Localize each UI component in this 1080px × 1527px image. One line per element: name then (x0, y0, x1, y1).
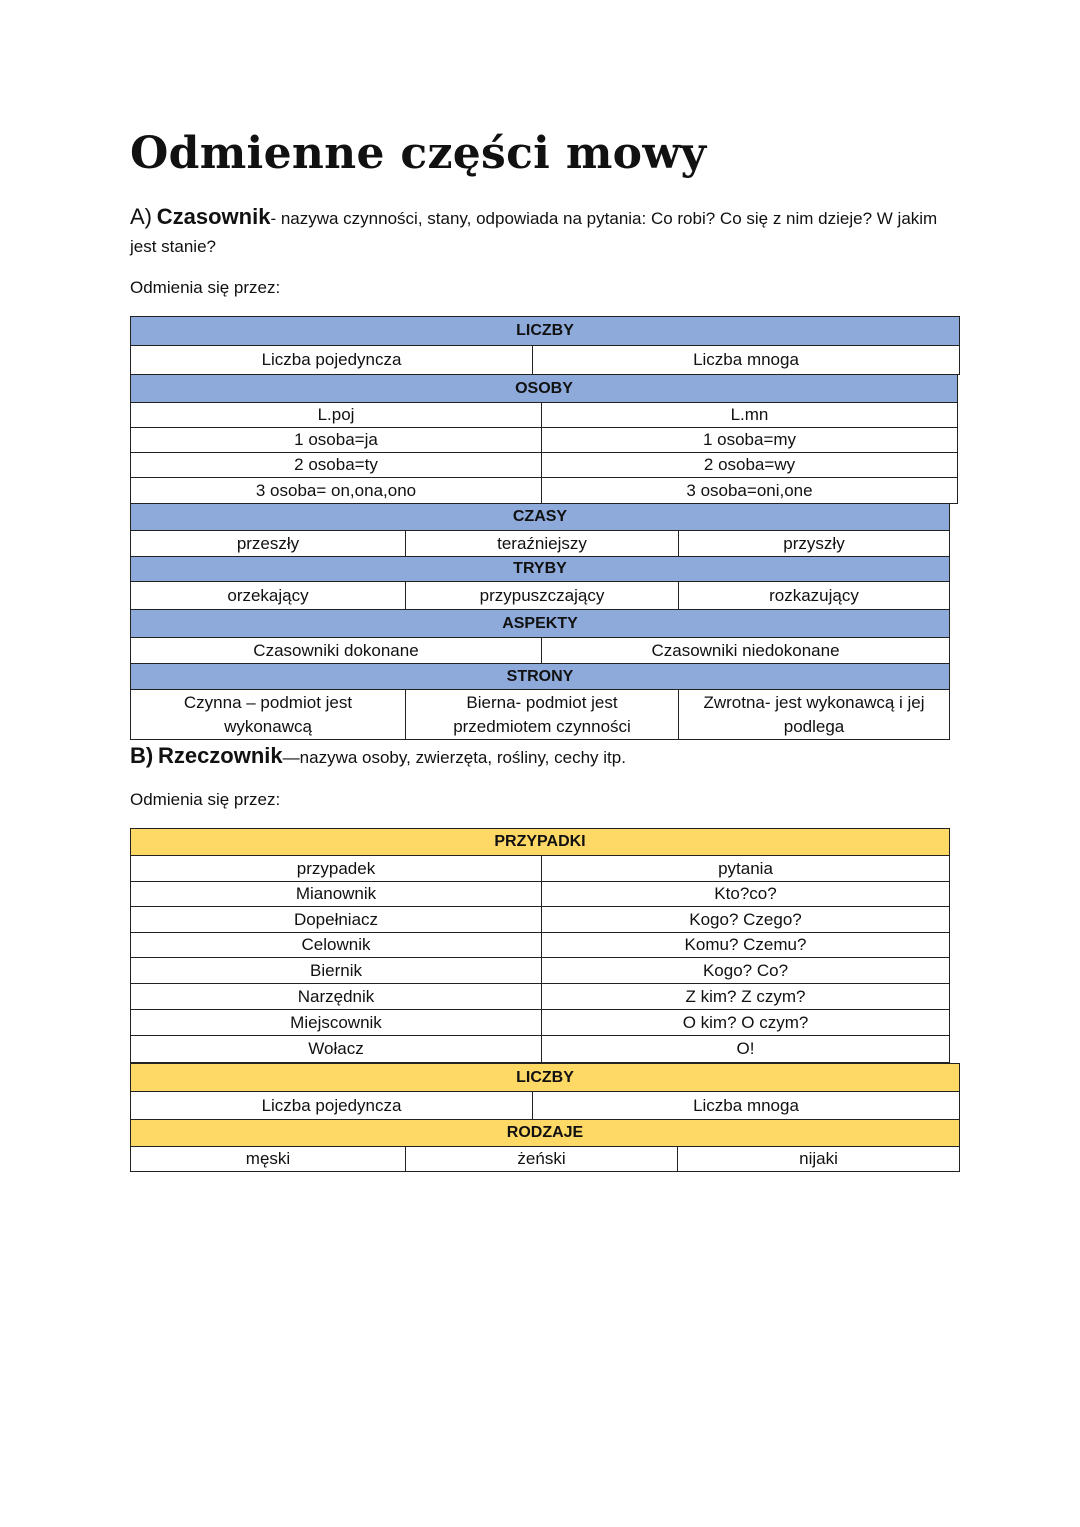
case-cell: pytania (541, 856, 949, 881)
case-cell: Miejscownik (290, 1012, 382, 1032)
czasy-cell: teraźniejszy (405, 531, 678, 556)
case-cell: O kim? O czym? (541, 1010, 949, 1035)
table-row (130, 582, 950, 610)
noun-przypadki-header-row (130, 828, 950, 856)
table-row (130, 453, 958, 478)
case-cell: Mianownik (295, 884, 377, 903)
table-row (130, 1147, 960, 1172)
tryby-cell: przypuszczający (405, 582, 678, 609)
gender-cell: męski (245, 1149, 291, 1168)
case-cell: Kogo? Czego? (541, 907, 949, 932)
case-cell: Narzędnik (297, 986, 375, 1006)
table-row (130, 531, 950, 557)
noun-singular: Liczba pojedyncza (261, 1095, 402, 1115)
verb-osoby-header: OSOBY (515, 379, 573, 397)
verb-czasy-header-row (130, 504, 950, 531)
verb-plural: Liczba mnoga (532, 346, 959, 374)
osoby-cell: L.poj (317, 405, 355, 424)
table-row (130, 690, 950, 740)
table-row (130, 1010, 950, 1036)
verb-inflects-label: Odmienia się przez: (130, 278, 281, 297)
noun-liczby-row (130, 1092, 960, 1120)
case-cell: Celownik (301, 935, 371, 954)
verb-strony-header-row (130, 664, 950, 690)
strony-line: przedmiotem czynności (453, 716, 631, 736)
verb-definition (130, 203, 960, 261)
osoby-cell: 3 osoba= on,ona,ono (255, 480, 417, 500)
table-row (130, 958, 950, 984)
noun-definition (130, 742, 960, 772)
verb-liczby-header: LICZBY (516, 322, 574, 339)
case-cell: Z kim? Z czym? (541, 984, 949, 1009)
osoby-cell: 3 osoba=oni,one (541, 478, 957, 503)
verb-liczby-row (130, 346, 960, 375)
czasy-cell: przyszły (678, 531, 949, 556)
verb-strony-header: STRONY (506, 667, 574, 685)
case-cell: Kto?co? (541, 882, 949, 906)
verb-aspekty-header: ASPEKTY (502, 614, 578, 632)
section-b-definition: —nazywa osoby, zwierzęta, rośliny, cechy itp. (282, 748, 626, 767)
page-title: Odmienne części mowy (130, 128, 707, 179)
case-cell: Kogo? Co? (541, 958, 949, 983)
noun-inflects-label: Odmienia się przez: (130, 790, 281, 809)
case-cell: Wołacz (308, 1039, 364, 1058)
table-row (130, 428, 958, 453)
osoby-cell: 1 osoba=ja (294, 430, 378, 449)
aspekty-cell: Czasowniki dokonane (253, 640, 419, 660)
noun-liczby-header: LICZBY (516, 1068, 574, 1086)
strony-line: podlega (783, 716, 845, 736)
gender-cell: żeński (405, 1147, 677, 1171)
verb-czasy-header: CZASY (512, 508, 568, 525)
table-row (130, 1036, 950, 1063)
section-b-term: Rzeczownik (157, 743, 283, 768)
section-a-definition: - nazywa czynności, stany, odpowiada na pytania: Co robi? Co się z nim dzieje? W jakim jest stanie? (130, 209, 938, 256)
case-cell: przypadek (296, 858, 376, 878)
table-row (130, 403, 958, 428)
czasy-cell: przeszły (236, 533, 300, 553)
strony-cell (678, 690, 949, 739)
section-b-letter: B) (130, 743, 154, 768)
gender-cell: nijaki (677, 1147, 959, 1171)
table-row (130, 933, 950, 958)
noun-liczby-header-row (130, 1063, 960, 1092)
case-cell: Dopełniacz (293, 909, 379, 929)
tryby-cell: rozkazujący (678, 582, 949, 609)
osoby-cell: 2 osoba=ty (294, 455, 378, 474)
table-row (130, 478, 958, 504)
noun-przypadki-header: PRZYPADKI (494, 833, 586, 850)
verb-tryby-header: TRYBY (513, 560, 567, 577)
strony-line: Zwrotna- jest wykonawcą i jej (703, 692, 925, 712)
verb-osoby-header-row (130, 375, 958, 403)
table-row (130, 907, 950, 933)
aspekty-cell: Czasowniki niedokonane (541, 638, 949, 663)
verb-singular: Liczba pojedyncza (261, 350, 402, 369)
osoby-cell: 1 osoba=my (541, 428, 957, 452)
noun-rodzaje-header-row (130, 1120, 960, 1147)
strony-line: Bierna- podmiot jest (466, 692, 618, 712)
table-row (130, 638, 950, 664)
verb-liczby-header-row (130, 316, 960, 346)
strony-line: wykonawcą (224, 716, 312, 736)
section-a-term: Czasownik (156, 204, 271, 229)
osoby-cell: 2 osoba=wy (541, 453, 957, 477)
strony-line: Czynna – podmiot jest (183, 692, 353, 712)
noun-rodzaje-header: RODZAJE (506, 1124, 584, 1141)
strony-cell (405, 690, 678, 739)
case-cell: Komu? Czemu? (541, 933, 949, 957)
verb-aspekty-header-row (130, 610, 950, 638)
case-cell: O! (541, 1036, 949, 1062)
table-row (130, 856, 950, 882)
verb-tryby-header-row (130, 557, 950, 582)
strony-cell (131, 690, 405, 739)
osoby-cell: L.mn (541, 403, 957, 427)
noun-plural: Liczba mnoga (532, 1092, 959, 1119)
tryby-cell: orzekający (227, 585, 309, 605)
table-row (130, 984, 950, 1010)
section-a-letter: A) (130, 204, 152, 229)
case-cell: Biernik (310, 960, 362, 980)
table-row (130, 882, 950, 907)
